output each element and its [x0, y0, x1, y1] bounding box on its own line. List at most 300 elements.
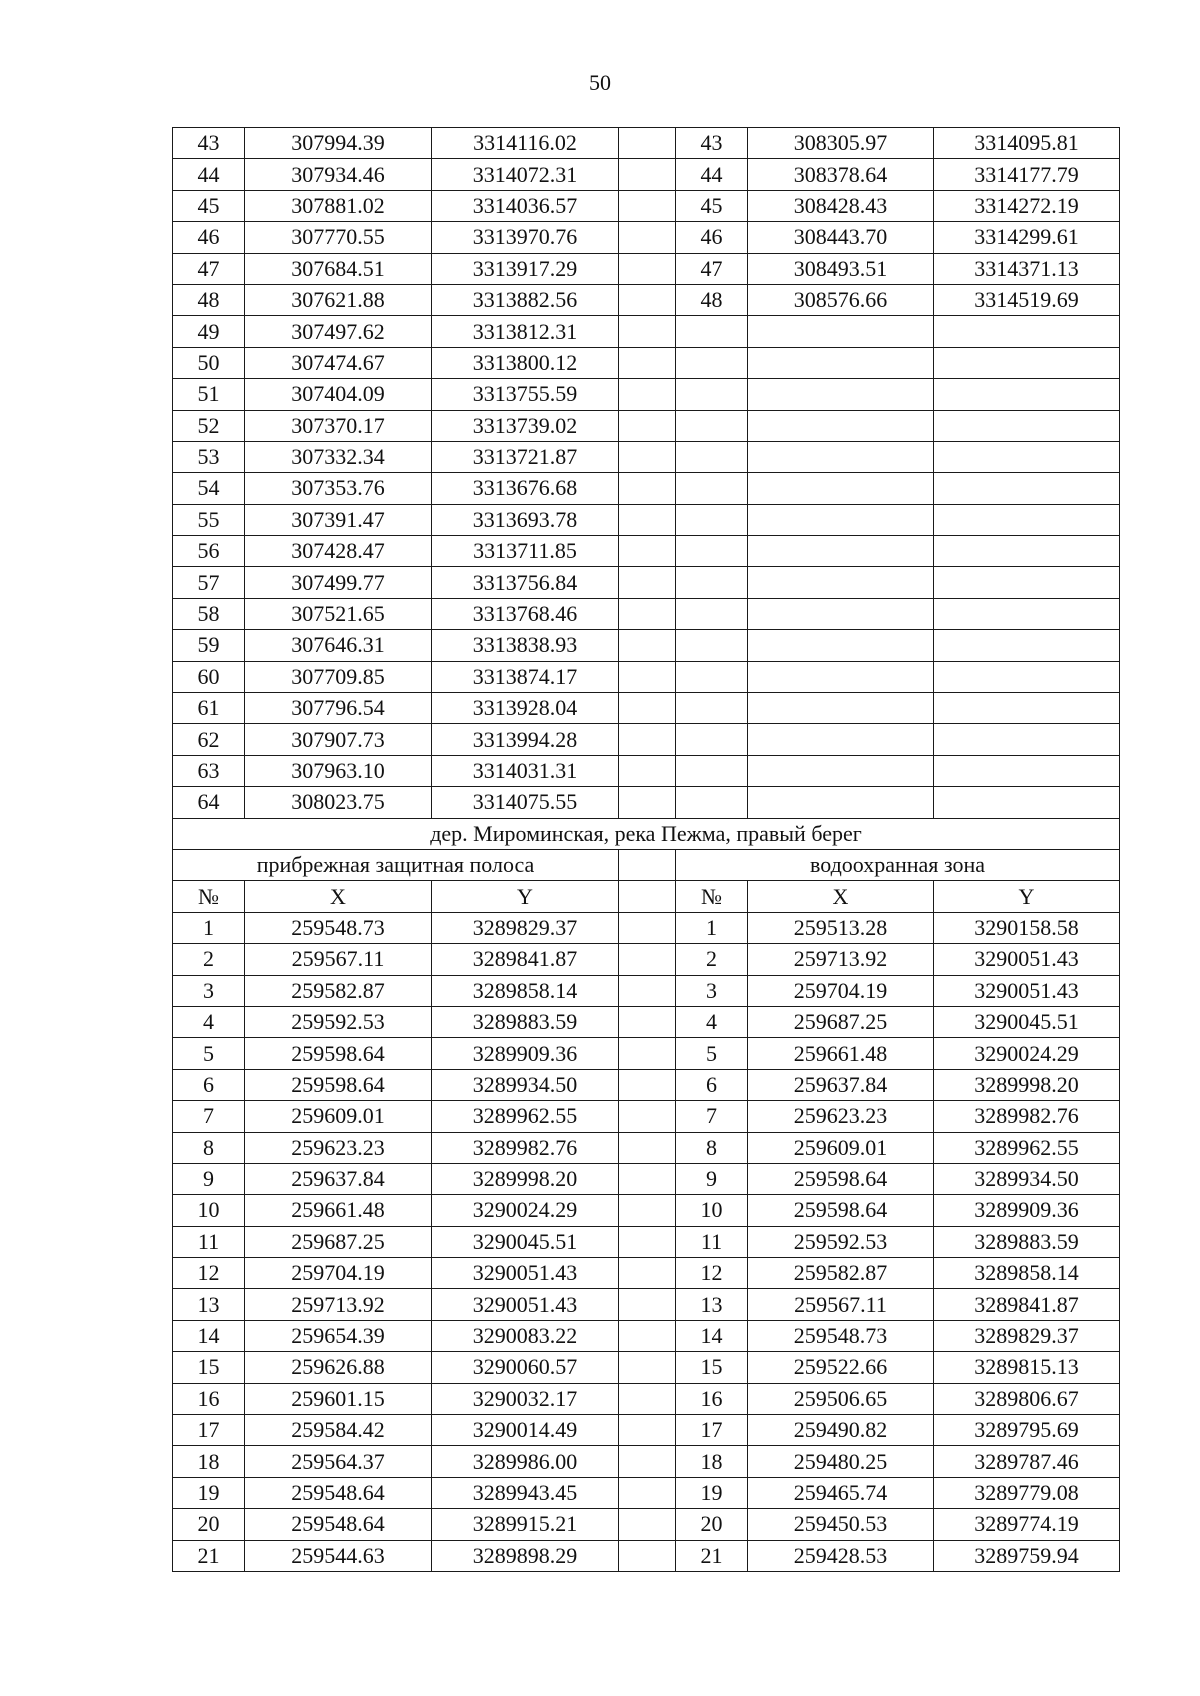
header-y-left: Y [432, 881, 619, 912]
spacer-cell [619, 1477, 676, 1508]
spacer-cell [619, 693, 676, 724]
y-left: 3289909.36 [432, 1038, 619, 1069]
table-row [173, 159, 1120, 190]
y-right [934, 473, 1120, 504]
y-left: 3313711.85 [432, 536, 619, 567]
y-left: 3313739.02 [432, 410, 619, 441]
y-right: 3289779.08 [934, 1477, 1120, 1508]
table-row [173, 1132, 1120, 1163]
x-right [748, 441, 934, 472]
x-left: 307521.65 [245, 598, 432, 629]
y-right [934, 693, 1120, 724]
section-title: дер. Мироминская, река Пежма, правый берег [173, 818, 1120, 849]
point-number-right: 6 [676, 1069, 748, 1100]
x-left: 307391.47 [245, 504, 432, 535]
table-row [173, 755, 1120, 786]
table-row [173, 944, 1120, 975]
y-right: 3289787.46 [934, 1446, 1120, 1477]
x-left: 307770.55 [245, 222, 432, 253]
x-right: 259522.66 [748, 1352, 934, 1383]
y-left: 3313928.04 [432, 693, 619, 724]
table-row [173, 1540, 1120, 1571]
y-left: 3289829.37 [432, 912, 619, 943]
point-number-right: 10 [676, 1195, 748, 1226]
spacer-cell [619, 1352, 676, 1383]
point-number-left: 7 [173, 1101, 245, 1132]
x-right [748, 598, 934, 629]
x-left: 259548.73 [245, 912, 432, 943]
y-left: 3314116.02 [432, 128, 619, 159]
table-row [173, 630, 1120, 661]
point-number-left: 64 [173, 787, 245, 818]
point-number-right [676, 755, 748, 786]
x-left: 259598.64 [245, 1069, 432, 1100]
y-right [934, 379, 1120, 410]
spacer-cell [619, 473, 676, 504]
table-row [173, 1101, 1120, 1132]
table-row [173, 598, 1120, 629]
y-right: 3289934.50 [934, 1163, 1120, 1194]
point-number-left: 10 [173, 1195, 245, 1226]
y-right: 3289759.94 [934, 1540, 1120, 1571]
y-left: 3289883.59 [432, 1006, 619, 1037]
x-left: 307499.77 [245, 567, 432, 598]
column-header-row [173, 881, 1120, 912]
x-right [748, 504, 934, 535]
point-number-right: 8 [676, 1132, 748, 1163]
spacer-cell [619, 661, 676, 692]
table-row [173, 1446, 1120, 1477]
point-number-right [676, 598, 748, 629]
y-right [934, 755, 1120, 786]
y-right: 3289909.36 [934, 1195, 1120, 1226]
x-left: 307621.88 [245, 284, 432, 315]
point-number-left: 49 [173, 316, 245, 347]
spacer-cell [619, 159, 676, 190]
point-number-right [676, 536, 748, 567]
spacer-cell [619, 410, 676, 441]
point-number-left: 57 [173, 567, 245, 598]
point-number-right [676, 316, 748, 347]
y-right [934, 536, 1120, 567]
table-row [173, 567, 1120, 598]
x-right: 308378.64 [748, 159, 934, 190]
y-left: 3313874.17 [432, 661, 619, 692]
x-right: 259548.73 [748, 1320, 934, 1351]
point-number-left: 54 [173, 473, 245, 504]
y-right: 3289998.20 [934, 1069, 1120, 1100]
table-row [173, 284, 1120, 315]
x-right [748, 347, 934, 378]
x-left: 259548.64 [245, 1509, 432, 1540]
point-number-right [676, 473, 748, 504]
spacer-cell [619, 755, 676, 786]
x-left: 259544.63 [245, 1540, 432, 1571]
table-row [173, 190, 1120, 221]
point-number-left: 11 [173, 1226, 245, 1257]
point-number-right [676, 441, 748, 472]
x-left: 307332.34 [245, 441, 432, 472]
table-row [173, 536, 1120, 567]
spacer-cell [619, 1446, 676, 1477]
y-right: 3289815.13 [934, 1352, 1120, 1383]
x-right [748, 693, 934, 724]
x-left: 259564.37 [245, 1446, 432, 1477]
x-right: 259598.64 [748, 1163, 934, 1194]
x-left: 307994.39 [245, 128, 432, 159]
table-row [173, 473, 1120, 504]
y-left: 3313800.12 [432, 347, 619, 378]
y-left: 3313756.84 [432, 567, 619, 598]
table-row [173, 347, 1120, 378]
x-left: 307709.85 [245, 661, 432, 692]
x-right: 259704.19 [748, 975, 934, 1006]
table-row [173, 975, 1120, 1006]
x-left: 259654.39 [245, 1320, 432, 1351]
spacer-cell [619, 1132, 676, 1163]
spacer-cell [619, 849, 676, 880]
point-number-left: 61 [173, 693, 245, 724]
y-left: 3313994.28 [432, 724, 619, 755]
x-left: 259687.25 [245, 1226, 432, 1257]
y-left: 3313755.59 [432, 379, 619, 410]
y-right [934, 441, 1120, 472]
x-right: 259598.64 [748, 1195, 934, 1226]
spacer-cell [619, 598, 676, 629]
x-left: 307474.67 [245, 347, 432, 378]
x-right: 308305.97 [748, 128, 934, 159]
x-right: 259713.92 [748, 944, 934, 975]
point-number-right: 17 [676, 1415, 748, 1446]
point-number-right [676, 787, 748, 818]
y-right: 3289795.69 [934, 1415, 1120, 1446]
point-number-right [676, 693, 748, 724]
y-left: 3289858.14 [432, 975, 619, 1006]
coordinates-table [172, 127, 1120, 1572]
spacer-cell [619, 1163, 676, 1194]
subheader-left: прибрежная защитная полоса [173, 849, 619, 880]
spacer-cell [619, 379, 676, 410]
spacer-cell [619, 944, 676, 975]
table-row [173, 1415, 1120, 1446]
y-left: 3289915.21 [432, 1509, 619, 1540]
x-right: 259582.87 [748, 1258, 934, 1289]
point-number-right: 45 [676, 190, 748, 221]
y-left: 3289982.76 [432, 1132, 619, 1163]
point-number-left: 17 [173, 1415, 245, 1446]
spacer-cell [619, 1101, 676, 1132]
point-number-right: 48 [676, 284, 748, 315]
table-row [173, 1226, 1120, 1257]
point-number-left: 5 [173, 1038, 245, 1069]
table-row [173, 410, 1120, 441]
x-right [748, 316, 934, 347]
y-right: 3314519.69 [934, 284, 1120, 315]
point-number-left: 63 [173, 755, 245, 786]
y-right: 3314177.79 [934, 159, 1120, 190]
x-left: 307934.46 [245, 159, 432, 190]
y-left: 3314036.57 [432, 190, 619, 221]
y-right [934, 661, 1120, 692]
spacer-cell [619, 1258, 676, 1289]
table-row [173, 1477, 1120, 1508]
table-row [173, 441, 1120, 472]
y-left: 3289934.50 [432, 1069, 619, 1100]
y-left: 3290051.43 [432, 1258, 619, 1289]
y-left: 3290051.43 [432, 1289, 619, 1320]
point-number-right [676, 504, 748, 535]
header-y-right: Y [934, 881, 1120, 912]
point-number-left: 12 [173, 1258, 245, 1289]
point-number-left: 15 [173, 1352, 245, 1383]
y-right: 3289982.76 [934, 1101, 1120, 1132]
top-coordinates-body [173, 128, 1120, 819]
x-left: 307370.17 [245, 410, 432, 441]
y-right: 3290045.51 [934, 1006, 1120, 1037]
point-number-right: 43 [676, 128, 748, 159]
spacer-cell [619, 128, 676, 159]
table-row [173, 379, 1120, 410]
x-right: 308428.43 [748, 190, 934, 221]
spacer-cell [619, 441, 676, 472]
point-number-left: 20 [173, 1509, 245, 1540]
x-left: 259623.23 [245, 1132, 432, 1163]
y-left: 3289998.20 [432, 1163, 619, 1194]
table-row [173, 724, 1120, 755]
point-number-left: 46 [173, 222, 245, 253]
section-header-body [173, 818, 1120, 912]
point-number-left: 13 [173, 1289, 245, 1320]
table-row [173, 1509, 1120, 1540]
y-right: 3314095.81 [934, 128, 1120, 159]
table-row [173, 222, 1120, 253]
spacer-cell [619, 1226, 676, 1257]
x-right: 259490.82 [748, 1415, 934, 1446]
point-number-left: 50 [173, 347, 245, 378]
table-row [173, 504, 1120, 535]
point-number-right: 46 [676, 222, 748, 253]
point-number-left: 18 [173, 1446, 245, 1477]
point-number-right: 12 [676, 1258, 748, 1289]
point-number-right: 14 [676, 1320, 748, 1351]
spacer-cell [619, 1540, 676, 1571]
spacer-cell [619, 630, 676, 661]
point-number-right: 44 [676, 159, 748, 190]
point-number-right [676, 724, 748, 755]
point-number-left: 21 [173, 1540, 245, 1571]
y-left: 3313882.56 [432, 284, 619, 315]
y-right: 3314299.61 [934, 222, 1120, 253]
y-right: 3289829.37 [934, 1320, 1120, 1351]
section-title-row [173, 818, 1120, 849]
x-right: 259450.53 [748, 1509, 934, 1540]
point-number-right [676, 630, 748, 661]
point-number-right [676, 410, 748, 441]
point-number-right: 1 [676, 912, 748, 943]
x-left: 308023.75 [245, 787, 432, 818]
x-right: 308576.66 [748, 284, 934, 315]
x-right [748, 755, 934, 786]
point-number-right [676, 661, 748, 692]
point-number-left: 51 [173, 379, 245, 410]
point-number-right [676, 567, 748, 598]
x-right: 259687.25 [748, 1006, 934, 1037]
point-number-right: 3 [676, 975, 748, 1006]
point-number-left: 60 [173, 661, 245, 692]
table-row [173, 1006, 1120, 1037]
x-right [748, 536, 934, 567]
y-left: 3289898.29 [432, 1540, 619, 1571]
spacer-cell [619, 1383, 676, 1414]
x-right [748, 473, 934, 504]
point-number-right: 4 [676, 1006, 748, 1037]
table-row [173, 912, 1120, 943]
header-x-right: X [748, 881, 934, 912]
x-right [748, 630, 934, 661]
header-x-left: X [245, 881, 432, 912]
x-left: 259704.19 [245, 1258, 432, 1289]
point-number-right: 5 [676, 1038, 748, 1069]
y-right [934, 567, 1120, 598]
y-left: 3313812.31 [432, 316, 619, 347]
point-number-left: 62 [173, 724, 245, 755]
spacer-cell [619, 724, 676, 755]
x-left: 307963.10 [245, 755, 432, 786]
y-right: 3290051.43 [934, 944, 1120, 975]
spacer-cell [619, 1320, 676, 1351]
y-left: 3290083.22 [432, 1320, 619, 1351]
point-number-right: 21 [676, 1540, 748, 1571]
x-right [748, 661, 934, 692]
spacer-cell [619, 1509, 676, 1540]
x-left: 307796.54 [245, 693, 432, 724]
spacer-cell [619, 1195, 676, 1226]
spacer-cell [619, 536, 676, 567]
table-row [173, 1163, 1120, 1194]
x-left: 259661.48 [245, 1195, 432, 1226]
x-left: 259626.88 [245, 1352, 432, 1383]
table-row [173, 1352, 1120, 1383]
spacer-cell [619, 1006, 676, 1037]
y-right [934, 724, 1120, 755]
point-number-left: 14 [173, 1320, 245, 1351]
y-left: 3314075.55 [432, 787, 619, 818]
y-right: 3314272.19 [934, 190, 1120, 221]
point-number-left: 4 [173, 1006, 245, 1037]
y-right [934, 410, 1120, 441]
point-number-left: 55 [173, 504, 245, 535]
y-left: 3290045.51 [432, 1226, 619, 1257]
x-right: 308443.70 [748, 222, 934, 253]
spacer-cell [619, 347, 676, 378]
y-left: 3313693.78 [432, 504, 619, 535]
spacer-cell [619, 190, 676, 221]
y-right: 3289962.55 [934, 1132, 1120, 1163]
x-left: 307428.47 [245, 536, 432, 567]
y-left: 3290032.17 [432, 1383, 619, 1414]
x-right: 259480.25 [748, 1446, 934, 1477]
table-row [173, 1069, 1120, 1100]
point-number-right: 20 [676, 1509, 748, 1540]
y-left: 3313676.68 [432, 473, 619, 504]
x-left: 307907.73 [245, 724, 432, 755]
point-number-right [676, 347, 748, 378]
spacer-cell [619, 912, 676, 943]
spacer-cell [619, 1415, 676, 1446]
x-right: 259567.11 [748, 1289, 934, 1320]
x-left: 259582.87 [245, 975, 432, 1006]
point-number-left: 47 [173, 253, 245, 284]
spacer-cell [619, 1289, 676, 1320]
spacer-cell [619, 787, 676, 818]
table-row [173, 253, 1120, 284]
point-number-left: 45 [173, 190, 245, 221]
spacer-cell [619, 316, 676, 347]
y-left: 3313970.76 [432, 222, 619, 253]
y-left: 3290060.57 [432, 1352, 619, 1383]
y-right: 3290051.43 [934, 975, 1120, 1006]
point-number-right: 2 [676, 944, 748, 975]
y-right [934, 630, 1120, 661]
y-right: 3290158.58 [934, 912, 1120, 943]
point-number-left: 59 [173, 630, 245, 661]
table-row [173, 1383, 1120, 1414]
point-number-left: 58 [173, 598, 245, 629]
point-number-right: 11 [676, 1226, 748, 1257]
x-right: 259637.84 [748, 1069, 934, 1100]
point-number-left: 8 [173, 1132, 245, 1163]
point-number-left: 2 [173, 944, 245, 975]
y-left: 3314072.31 [432, 159, 619, 190]
x-left: 259567.11 [245, 944, 432, 975]
y-right: 3289858.14 [934, 1258, 1120, 1289]
spacer-cell [619, 284, 676, 315]
y-left: 3290014.49 [432, 1415, 619, 1446]
y-right: 3289841.87 [934, 1289, 1120, 1320]
x-left: 307353.76 [245, 473, 432, 504]
point-number-left: 16 [173, 1383, 245, 1414]
point-number-left: 9 [173, 1163, 245, 1194]
y-right [934, 787, 1120, 818]
x-right: 259506.65 [748, 1383, 934, 1414]
spacer-cell [619, 222, 676, 253]
point-number-left: 1 [173, 912, 245, 943]
point-number-left: 44 [173, 159, 245, 190]
y-right: 3289774.19 [934, 1509, 1120, 1540]
x-right [748, 787, 934, 818]
table-row [173, 787, 1120, 818]
point-number-right: 7 [676, 1101, 748, 1132]
x-left: 259601.15 [245, 1383, 432, 1414]
x-right [748, 379, 934, 410]
x-right [748, 567, 934, 598]
x-right: 308493.51 [748, 253, 934, 284]
x-left: 259548.64 [245, 1477, 432, 1508]
y-right: 3314371.13 [934, 253, 1120, 284]
subheader-row [173, 849, 1120, 880]
spacer-cell [619, 1069, 676, 1100]
point-number-left: 3 [173, 975, 245, 1006]
x-right: 259661.48 [748, 1038, 934, 1069]
x-right: 259609.01 [748, 1132, 934, 1163]
x-right: 259513.28 [748, 912, 934, 943]
point-number-right: 15 [676, 1352, 748, 1383]
x-left: 307497.62 [245, 316, 432, 347]
x-left: 259637.84 [245, 1163, 432, 1194]
spacer-cell [619, 567, 676, 598]
y-left: 3289962.55 [432, 1101, 619, 1132]
y-right: 3290024.29 [934, 1038, 1120, 1069]
